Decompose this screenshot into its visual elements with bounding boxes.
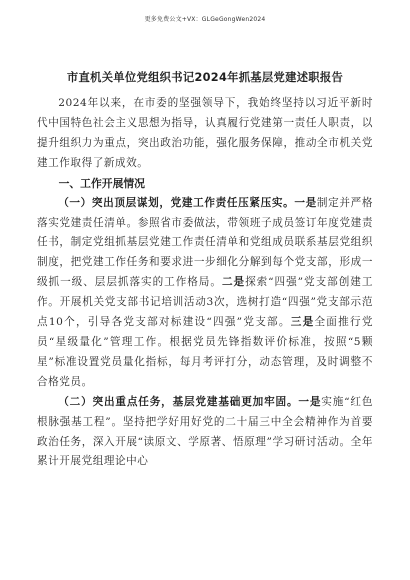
intro-paragraph: 2024年以来，在市委的坚强领导下，我始终坚持以习近平新时代中国特色社会主义思想为指导，认真履行党建第一责任人职责，以提升组织力为重点，突出政治功能，强化服务保障，推动全市机关党建工作取得了新成效。 — [37, 97, 373, 169]
page-header: 更多免费公文+VX：GLGeGongWen2024 — [144, 16, 266, 23]
point-2-label: 二是 — [221, 276, 246, 289]
point-1-label: 一是 — [294, 196, 317, 209]
point-2-1-label: 一是 — [298, 395, 322, 408]
paragraph-2-lead: （二）突出重点任务，基层党建基础更加牢固。 — [58, 395, 299, 408]
point-3-label: 三是 — [290, 316, 315, 329]
point-1-text: 制定并严格落实党建责任清单。参照省市委做法，带领班子成员签订年度党建责任书，制定党组抓基层党建工作责任清单和党组成员联系基层党组织制度，把党建工作任务和要求进一步细化分解到每个党支部，形成一级抓一级、层层抓落实的工作格局。 — [37, 196, 373, 289]
document-title: 市直机关单位党组织书记2024年抓基层党建述职报告 — [66, 71, 344, 84]
paragraph-1 — [37, 194, 373, 393]
point-3-text: 全面推行党员“星级量化”管理工作。根据党员先锋指数评价标准，按照“5颗星”标准设置党员量化指标，每月考评打分，动态管理，及时调整不合格党员。 — [37, 316, 373, 388]
point-2-1-text: 实施“红色根脉强基工程”。坚持把学好用好党的二十届三中全会精神作为首要政治任务，深入开展“读原文、学原著、悟原理”学习研讨活动。全年累计开展党组理论中心 — [37, 395, 373, 468]
document-body — [37, 94, 373, 472]
paragraph-1-lead: （一）突出顶层谋划，党建工作责任压紧压实。 — [58, 196, 295, 209]
paragraph-2 — [37, 393, 373, 473]
section-heading: 一、工作开展情况 — [58, 176, 145, 190]
point-2-text: 探索“四强”党支部创建工作。开展机关党支部书记培训活动3次，选树打造“四强”党支部示范点10个，引导各党支部对标建设“四强”党支部。 — [37, 276, 373, 329]
